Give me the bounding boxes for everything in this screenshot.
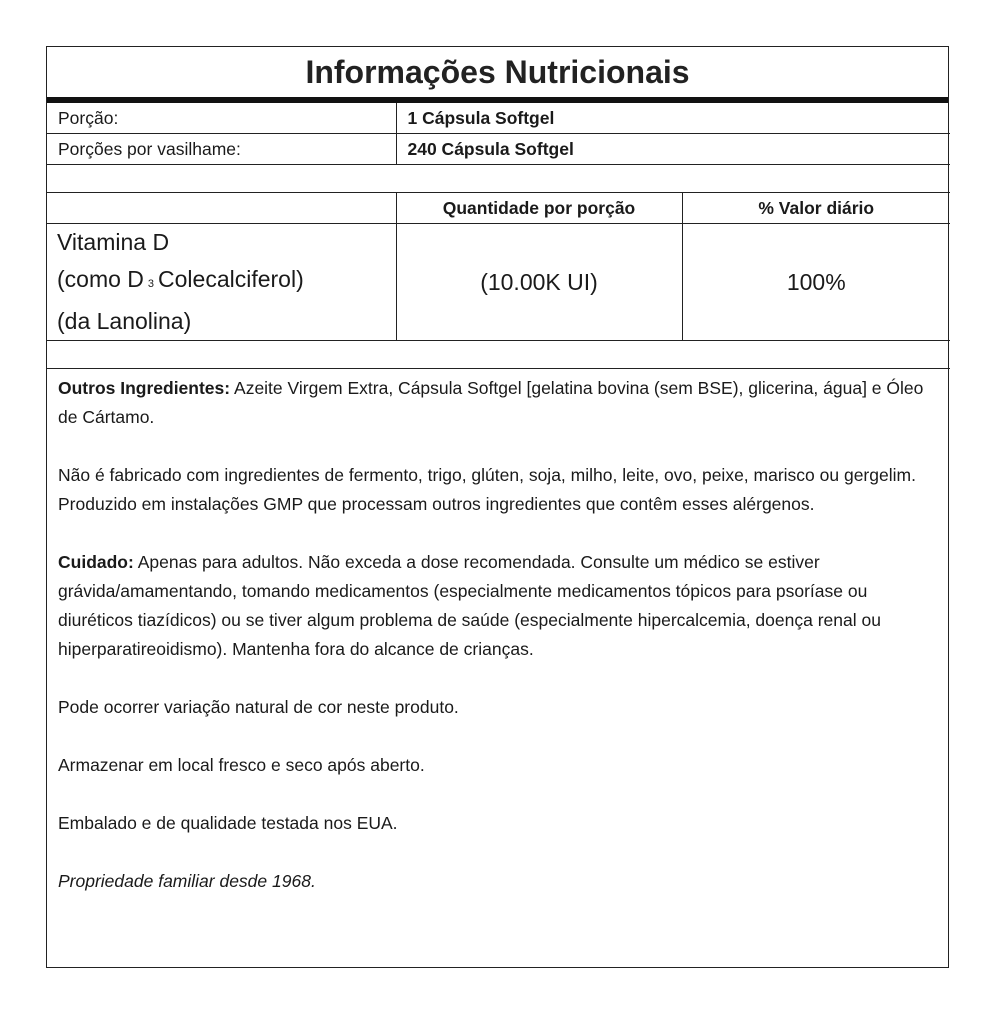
- header-amount: Quantidade por porção: [396, 193, 682, 224]
- caution-label: Cuidado:: [58, 552, 134, 572]
- spacer-row: [47, 165, 950, 193]
- nutrient-name-line3: (da Lanolina): [57, 308, 192, 334]
- nutrient-row: [47, 224, 950, 341]
- nutrient-form-prefix: (como D: [57, 266, 144, 292]
- nutrient-form-subscript: 3: [147, 278, 155, 290]
- packaging-note: Embalado e de qualidade testada nos EUA.: [58, 813, 398, 833]
- servings-per-container-label: Porções por vasilhame:: [47, 134, 396, 165]
- nutrient-name: [47, 224, 396, 341]
- family-note-text: Propriedade familiar desde 1968.: [58, 871, 316, 891]
- storage-note: Armazenar em local fresco e seco após aberto.: [58, 755, 425, 775]
- header-daily-value: % Valor diário: [682, 193, 950, 224]
- nutrition-table: [47, 103, 950, 369]
- nutrient-name-line2: [57, 261, 396, 303]
- serving-label: Porção:: [47, 103, 396, 134]
- notes-section: [47, 369, 948, 896]
- table-header-row: [47, 193, 950, 224]
- serving-row: [47, 103, 950, 134]
- servings-per-container-value: 240 Cápsula Softgel: [396, 134, 950, 165]
- family-note: [58, 867, 938, 896]
- other-ingredients-label: Outros Ingredientes:: [58, 378, 231, 398]
- other-ingredients: [58, 374, 938, 432]
- panel-title: Informações Nutricionais: [47, 47, 948, 103]
- other-ingredients-text: Azeite Virgem Extra, Cápsula Softgel [gelatina bovina (sem BSE), glicerina, água] e Óleo de Cártamo.: [58, 378, 924, 427]
- header-nutrient: [47, 193, 396, 224]
- servings-per-container-row: [47, 134, 950, 165]
- spacer-row-2: [47, 341, 950, 369]
- nutrient-daily-value: 100%: [682, 224, 950, 341]
- allergen-note: Não é fabricado com ingredientes de fermento, trigo, glúten, soja, milho, leite, ovo, peixe, marisco ou gergelim. Produzido em instalações GMP que processam outros ingredientes que contêm esses alérgenos.: [58, 465, 916, 514]
- nutrient-form-name: Colecalciferol): [158, 266, 304, 292]
- caution-text: Apenas para adultos. Não exceda a dose recomendada. Consulte um médico se estiver grávida/amamentando, tomando medicamentos (especialmente medicamentos tópicos para psoríase ou diuréticos tiazídicos) ou se tiver algum problema de saúde (especialmente hipercalcemia, doença renal ou hiperparatireoidismo). Mantenha fora do alcance de crianças.: [58, 552, 881, 659]
- nutrient-amount: (10.00K UI): [396, 224, 682, 341]
- nutrient-name-line1: Vitamina D: [57, 229, 170, 255]
- color-note: Pode ocorrer variação natural de cor neste produto.: [58, 697, 459, 717]
- serving-value: 1 Cápsula Softgel: [396, 103, 950, 134]
- nutrition-facts-panel: [46, 46, 949, 968]
- caution-note: [58, 548, 938, 664]
